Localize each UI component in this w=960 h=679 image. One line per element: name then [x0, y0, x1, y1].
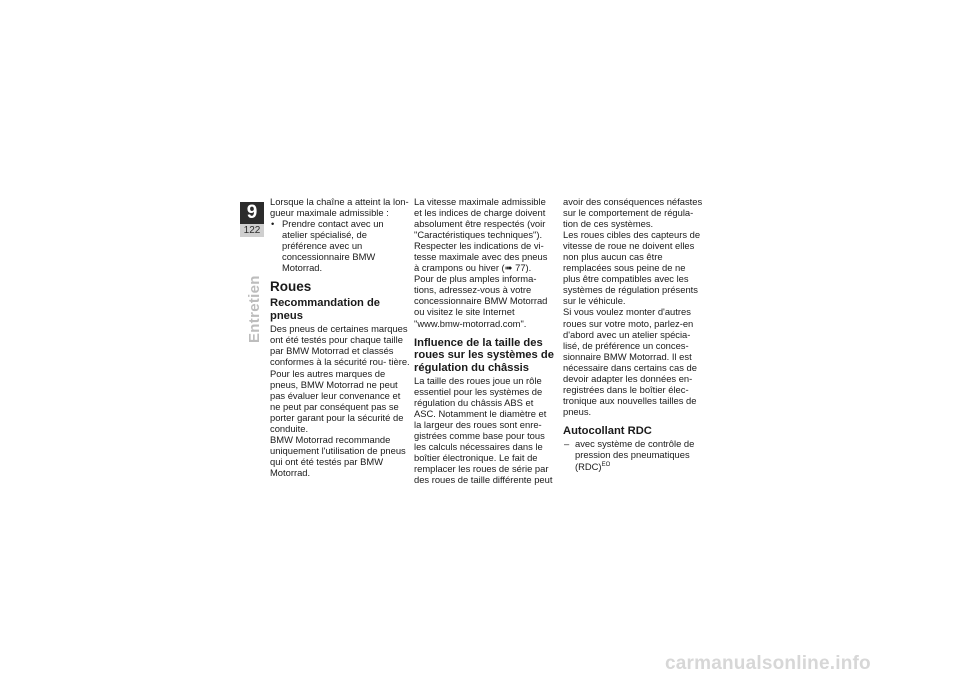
page-number: 122: [240, 224, 264, 237]
paragraph: BMW Motorrad recommande uniquement l'utilisation de pneus qui ont été testés par BMW Motorrad.: [270, 433, 406, 478]
text-column-2: [414, 196, 554, 486]
intro-paragraph: Lorsque la chaîne a atteint la lon- gueur maximale admissible :: [270, 196, 409, 219]
option-superscript: EO: [601, 461, 611, 468]
chapter-title-vertical: Entretien: [246, 275, 263, 343]
paragraph: avoir des conséquences néfastes sur le comportement de régula- tion de ces systèmes.: [563, 196, 703, 230]
paragraph: La taille des roues joue un rôle essentiel pour les systèmes de régulation du châssis ABS et ASC. Notamment le diamètre et la largeur des roues sont enre- gistrées comme base pour tous les calculs nécessaires dans le boîtier électronique. Le fait de remplacer les roues de série par des roues de taille différente peut: [414, 375, 553, 486]
paragraph: Pour de plus amples informa- tions, adressez-vous à votre concessionnaire BMW Motorrad ou visitez le site Internet "www.bmw-motorrad.com".: [414, 273, 548, 329]
dash-item: [563, 438, 703, 471]
dash-text: avec système de contrôle de pression des pneumatiques (RDC): [575, 438, 695, 472]
paragraph: La vitesse maximale admissible et les indices de charge doivent absolument être respectés (voir "Caractéristiques techniques"). Respecter les indications de vi- tesse maximale avec des pneus à crampons ou hiver (➠ 77).: [414, 196, 548, 274]
watermark: carmanualsonline.info: [665, 653, 871, 674]
paragraph: Les roues cibles des capteurs de vitesse de roue ne doivent elles non plus aucun cas être remplacées sous peine de ne plus être compatibles avec les systèmes de régulation présents sur le véhicule.: [563, 229, 701, 307]
text-column-1: [270, 196, 410, 478]
section-heading-roues: Roues: [270, 279, 312, 295]
subsection-heading-rdc: Autocollant RDC: [563, 424, 652, 437]
text-column-3: [563, 196, 703, 472]
paragraph: Si vous voulez monter d'autres roues sur votre moto, parlez-en d'abord avec un atelier spécia- lisé, de préférence un conces- sionnaire BMW Motorrad. Il est nécessaire dans certains cas de devoir adapter les données en- registrées dans le boîtier élec- tronique aux nouvelles tailles de pneus.: [563, 306, 697, 417]
subsection-heading-influence: Influence de la taille des roues sur les systèmes de régulation du châssis: [414, 336, 554, 374]
paragraph: Des pneus de certaines marques ont été testés pour chaque taille par BMW Motorrad et classés conformes à la sécurité rou- tière. Pour les autres marques de pneus, BMW Motorrad ne peut pas évaluer leur convenance et ne peut par conséquent pas se porter garant pour la sécurité de conduite.: [270, 323, 410, 434]
chapter-tab: [240, 202, 264, 237]
bullet-item: [270, 218, 410, 273]
bullet-text: Prendre contact avec un atelier spécialisé, de préférence avec un concessionnaire BMW Motorrad.: [282, 218, 384, 274]
chapter-number: 9: [240, 202, 264, 224]
subsection-heading-pneus: Recommandation de pneus: [270, 297, 381, 322]
bullet-mark: •: [271, 218, 275, 230]
dash-mark: –: [564, 438, 570, 450]
